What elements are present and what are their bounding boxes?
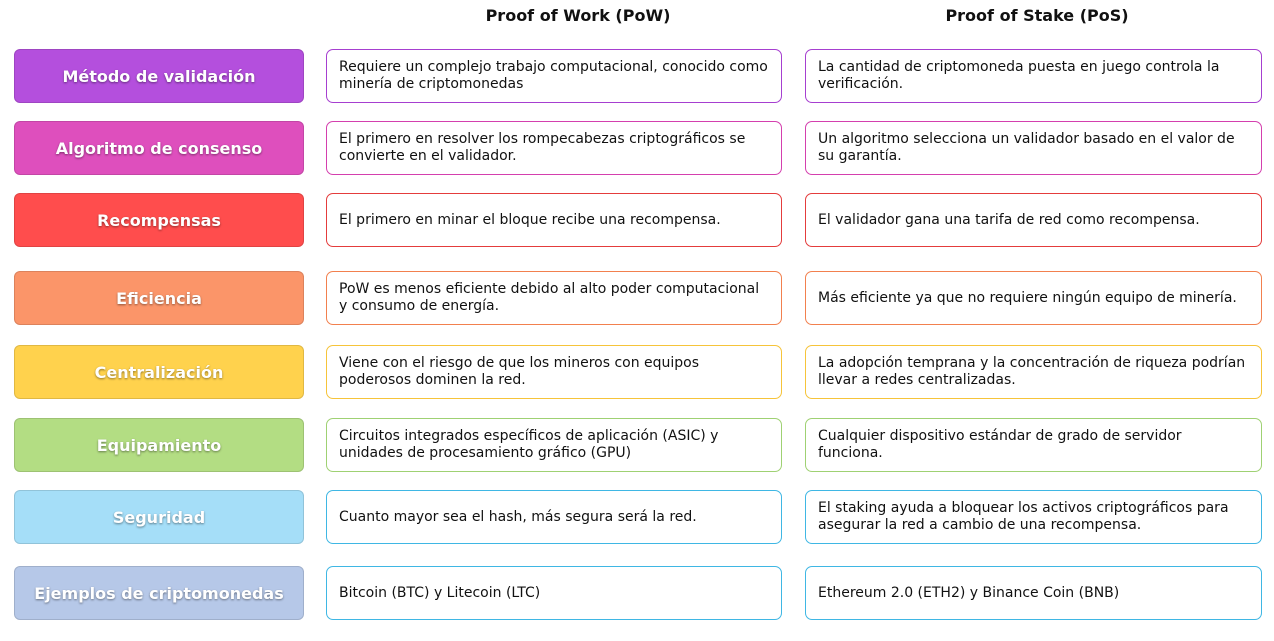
pow-cell: Cuanto mayor sea el hash, más segura será la red. [326, 490, 782, 544]
pos-cell: Ethereum 2.0 (ETH2) y Binance Coin (BNB) [805, 566, 1262, 620]
row-label: Ejemplos de criptomonedas [14, 566, 304, 620]
pow-cell: Bitcoin (BTC) y Litecoin (LTC) [326, 566, 782, 620]
row-label: Centralización [14, 345, 304, 399]
pos-cell: Cualquier dispositivo estándar de grado de servidor funciona. [805, 418, 1262, 472]
pow-cell: PoW es menos eficiente debido al alto poder computacional y consumo de energía. [326, 271, 782, 325]
pow-column-header: Proof of Work (PoW) [485, 6, 671, 25]
pos-cell: La adopción temprana y la concentración de riqueza podrían llevar a redes centralizadas. [805, 345, 1262, 399]
pow-cell: Viene con el riesgo de que los mineros con equipos poderosos dominen la red. [326, 345, 782, 399]
row-label: Equipamiento [14, 418, 304, 472]
row-label: Eficiencia [14, 271, 304, 325]
pos-cell: El validador gana una tarifa de red como recompensa. [805, 193, 1262, 247]
pos-column-header: Proof of Stake (PoS) [945, 6, 1129, 25]
pos-cell: Más eficiente ya que no requiere ningún equipo de minería. [805, 271, 1262, 325]
pow-cell: Requiere un complejo trabajo computacional, conocido como minería de criptomonedas [326, 49, 782, 103]
row-label: Algoritmo de consenso [14, 121, 304, 175]
pos-cell: El staking ayuda a bloquear los activos criptográficos para asegurar la red a cambio de una recompensa. [805, 490, 1262, 544]
pow-cell: Circuitos integrados específicos de aplicación (ASIC) y unidades de procesamiento gráfico (GPU) [326, 418, 782, 472]
pos-cell: Un algoritmo selecciona un validador basado en el valor de su garantía. [805, 121, 1262, 175]
row-label: Seguridad [14, 490, 304, 544]
pow-cell: El primero en resolver los rompecabezas criptográficos se convierte en el validador. [326, 121, 782, 175]
row-label: Método de validación [14, 49, 304, 103]
row-label: Recompensas [14, 193, 304, 247]
pos-cell: La cantidad de criptomoneda puesta en juego controla la verificación. [805, 49, 1262, 103]
pow-cell: El primero en minar el bloque recibe una recompensa. [326, 193, 782, 247]
